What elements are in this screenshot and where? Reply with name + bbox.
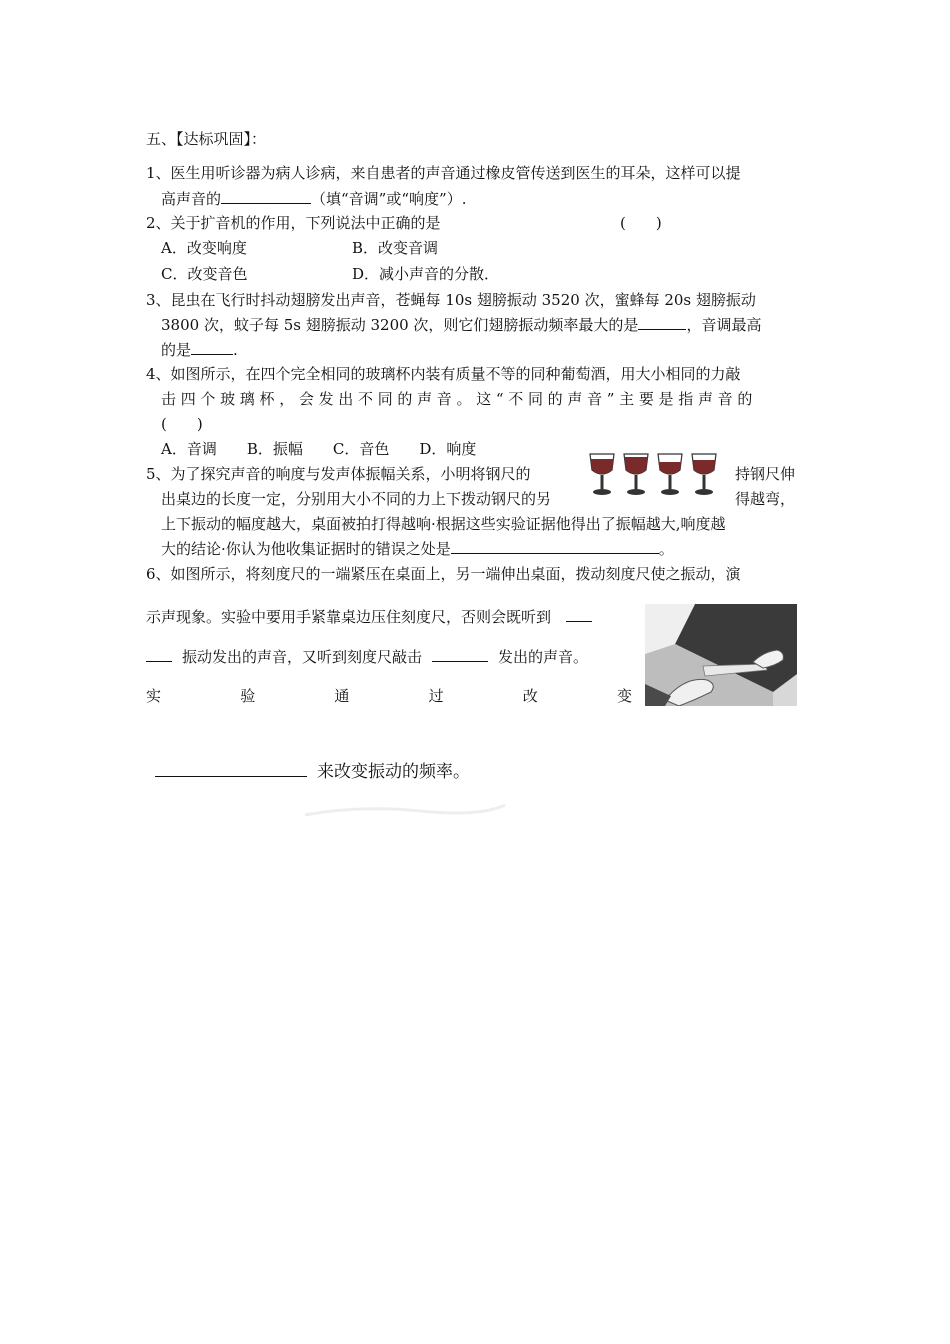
wine-glass-2 bbox=[624, 454, 648, 495]
q6-spread-char: 变 bbox=[616, 687, 632, 705]
q4-line2: 击四个玻璃杯，会发出不同的声音。这“不同的声音”主要是指声音的 bbox=[161, 390, 758, 408]
q5-line1-a: 5、为了探究声音的响度与发声体振幅关系，小明将钢尺的 bbox=[146, 465, 531, 483]
q5-answer-blank[interactable] bbox=[451, 539, 659, 554]
q6-spread-char: 过 bbox=[428, 687, 444, 705]
q4-options[interactable]: A．音调 B．振幅 C．音色 D．响度 bbox=[161, 440, 477, 458]
q3-line2-text-b: ，音调最高 bbox=[686, 316, 762, 334]
q6-answer-blank-2[interactable] bbox=[432, 647, 488, 662]
q6-line3-text-b: 发出的声音。 bbox=[498, 648, 589, 666]
q2-option-d[interactable]: D．减小声音的分散． bbox=[352, 265, 500, 283]
q6-answer-blank-1b[interactable] bbox=[146, 647, 172, 662]
q4-line1: 4、如图所示，在四个完全相同的玻璃杯内装有质量不等的同种葡萄酒，用大小相同的力敲 bbox=[146, 365, 741, 383]
q5-line2-b: 得越弯， bbox=[735, 490, 796, 508]
wine-glass-4 bbox=[692, 454, 716, 495]
q6-spread-char: 实 bbox=[146, 687, 162, 705]
q6-line5 bbox=[155, 760, 470, 784]
q3-line2 bbox=[161, 315, 761, 335]
q6-line4-spread bbox=[146, 686, 632, 706]
ruler-on-desk-figure bbox=[645, 604, 797, 706]
q5-line4-text-a: 大的结论·你认为他收集证据时的错误之处是 bbox=[161, 540, 451, 558]
q6-spread-char: 通 bbox=[334, 687, 350, 705]
q3-line1: 3、昆虫在飞行时抖动翅膀发出声音，苍蝇每 10s 翅膀振动 3520 次，蜜蜂每 20s 翅膀振动 bbox=[146, 291, 756, 309]
q3-answer-blank-2[interactable] bbox=[191, 340, 233, 355]
q2-option-b[interactable]: B．改变音调 bbox=[352, 239, 439, 257]
q5-line4-text-b: 。 bbox=[658, 540, 674, 558]
wine-glasses-figure bbox=[588, 452, 720, 498]
q2-option-c[interactable]: C．改变音色 bbox=[161, 265, 248, 283]
q5-line2-a: 出桌边的长度一定，分别用大小不同的力上下拨动钢尺的另 bbox=[161, 490, 552, 508]
q1-line2-text-a: 高声音的 bbox=[161, 190, 222, 208]
q6-line2-text: 示声现象。实验中要用手紧靠桌边压住刻度尺，否则会既听到 bbox=[146, 608, 552, 626]
q3-line3-text-b: . bbox=[233, 341, 238, 359]
q1-answer-blank[interactable] bbox=[221, 189, 311, 204]
q1-line2 bbox=[161, 189, 466, 209]
q3-answer-blank-1[interactable] bbox=[638, 315, 686, 330]
section-title: 五、【达标巩固】： bbox=[146, 130, 267, 148]
q6-line1: 6、如图所示，将刻度尺的一端紧压在桌面上，另一端伸出桌面，拨动刻度尺使之振动，演 bbox=[146, 565, 741, 583]
q6-answer-blank-1a[interactable] bbox=[566, 607, 592, 622]
wine-glass-1 bbox=[590, 454, 614, 495]
wine-glass-3 bbox=[658, 454, 682, 495]
q6-line2 bbox=[146, 607, 592, 627]
faint-scan-artifact bbox=[300, 785, 510, 825]
q3-line2-text-a: 3800 次，蚊子每 5s 翅膀振动 3200 次，则它们翅膀振动频率最大的是 bbox=[161, 316, 639, 334]
q6-spread-char: 验 bbox=[240, 687, 256, 705]
q2-option-a[interactable]: A．改变响度 bbox=[161, 239, 247, 257]
q1-line1: 1、医生用听诊器为病人诊病，来自患者的声音通过橡皮管传送到医生的耳朵，这样可以提 bbox=[146, 164, 741, 182]
q2-stem: 2、关于扩音机的作用，下列说法中正确的是 bbox=[146, 214, 441, 232]
q5-line3: 上下振动的幅度越大，桌面被拍打得越响·根据这些实验证据他得出了振幅越大,响度越 bbox=[161, 515, 726, 533]
q6-line3 bbox=[146, 647, 588, 667]
q3-line3-text-a: 的是 bbox=[161, 341, 192, 359]
q4-answer-paren[interactable]: ( ) bbox=[161, 415, 203, 433]
q6-spread-char: 改 bbox=[522, 687, 538, 705]
q5-line1-b: 持钢尺伸 bbox=[735, 465, 796, 483]
q1-line2-text-b: （填“音调”或“响度”）. bbox=[311, 190, 467, 208]
q6-line3-text-a: 振动发出的声音，又听到刻度尺敲击 bbox=[182, 648, 423, 666]
q2-answer-paren[interactable]: ( ) bbox=[620, 214, 662, 232]
q3-line3 bbox=[161, 340, 238, 360]
q6-answer-blank-3[interactable] bbox=[155, 760, 307, 777]
q5-line4 bbox=[161, 539, 674, 559]
q6-line5-text: 来改变振动的频率。 bbox=[317, 762, 470, 782]
